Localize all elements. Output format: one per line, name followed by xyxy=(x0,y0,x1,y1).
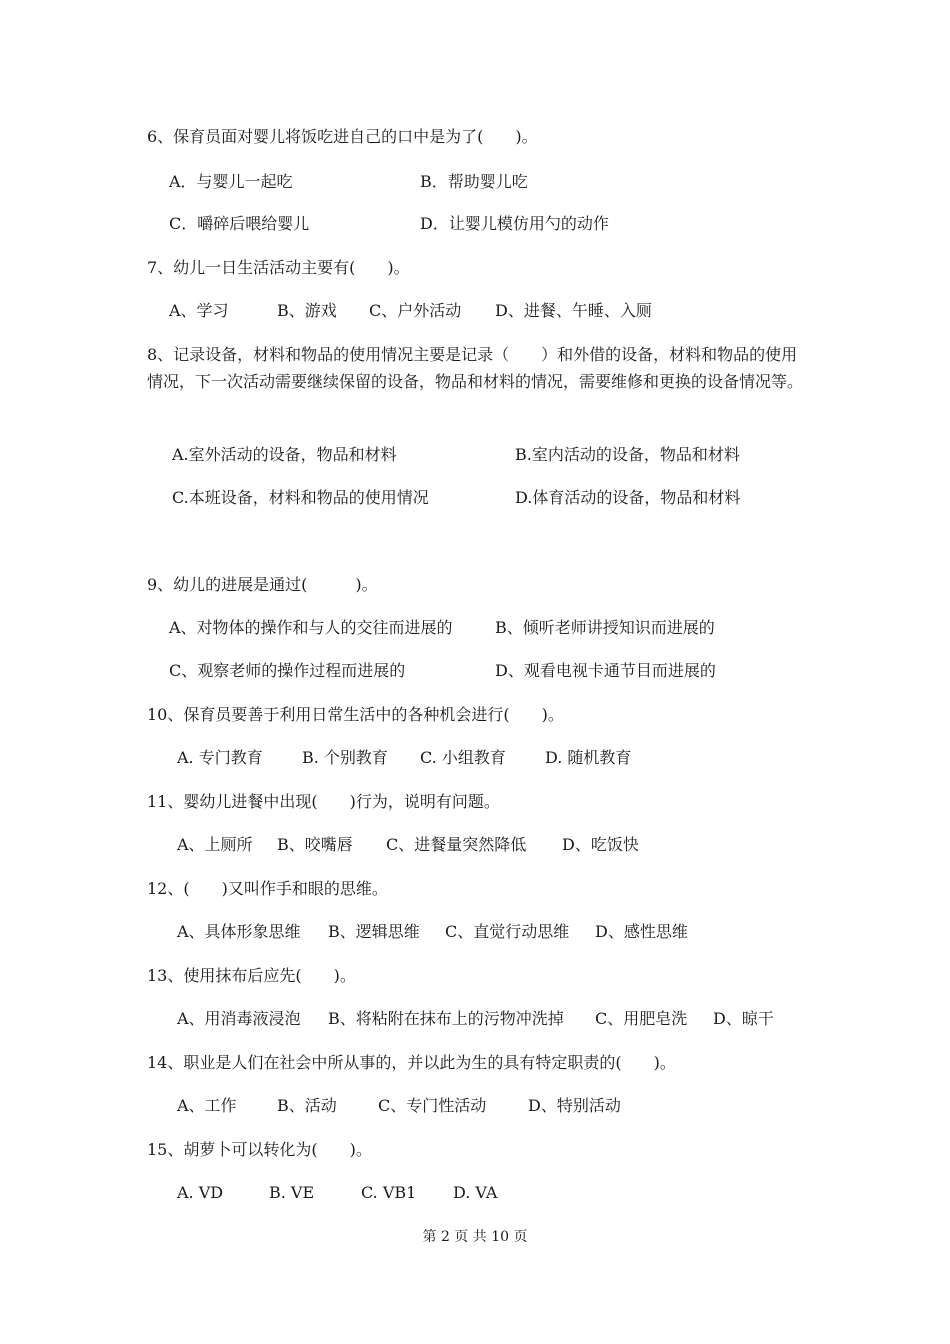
option-c: C、进餐量突然降低 xyxy=(386,835,527,854)
option-d: D、晾干 xyxy=(713,1009,774,1028)
option-c: C、观察老师的操作过程而进展的 xyxy=(169,661,406,680)
option-d: D、观看电视卡通节目而进展的 xyxy=(495,661,716,680)
option-c: C.本班设备，材料和物品的使用情况 xyxy=(172,488,429,507)
option-b: B. VE xyxy=(269,1183,315,1202)
option-c: C. 小组教育 xyxy=(420,748,506,767)
option-d: D.体育活动的设备，物品和材料 xyxy=(515,488,741,507)
option-d: D、感性思维 xyxy=(595,922,688,941)
option-b: B、咬嘴唇 xyxy=(277,835,353,854)
question-6: 6、保育员面对婴儿将饭吃进自己的口中是为了( )。 xyxy=(147,127,538,146)
option-c: C、直觉行动思维 xyxy=(445,922,570,941)
page-footer: 第 2 页 共 10 页 xyxy=(422,1229,528,1245)
option-d: D、特别活动 xyxy=(528,1096,621,1115)
option-c: C．嚼碎后喂给婴儿 xyxy=(169,214,310,233)
option-a: A、上厕所 xyxy=(177,835,253,854)
question-13: 13、使用抹布后应先( )。 xyxy=(147,966,356,985)
option-d: D. VA xyxy=(453,1183,498,1202)
question-8: 8、记录设备，材料和物品的使用情况主要是记录（ ）和外借的设备，材料和物品的使用情况，下一次活动需要继续保留的设备，物品和材料的情况，需要维修和更换的设备情况等。 xyxy=(147,345,804,391)
option-d: D．让婴儿模仿用勺的动作 xyxy=(420,214,609,233)
option-a: A.室外活动的设备，物品和材料 xyxy=(172,445,397,464)
option-c: C、用肥皂洗 xyxy=(595,1009,688,1028)
option-c: C、专门性活动 xyxy=(378,1096,487,1115)
question-12: 12、( )又叫作手和眼的思维。 xyxy=(147,879,388,898)
option-a: A. 专门教育 xyxy=(177,748,263,767)
option-a: A、具体形象思维 xyxy=(177,922,301,941)
option-a: A. VD xyxy=(177,1183,224,1202)
option-b: B. 个别教育 xyxy=(302,748,388,767)
option-b: B、活动 xyxy=(277,1096,337,1115)
option-c: C、户外活动 xyxy=(369,301,462,320)
option-a: A．与婴儿一起吃 xyxy=(169,172,293,191)
question-9: 9、幼儿的进展是通过( )。 xyxy=(147,575,378,594)
option-d: D. 随机教育 xyxy=(545,748,632,767)
option-c: C. VB1 xyxy=(361,1183,417,1202)
question-11: 11、婴幼儿进餐中出现( )行为，说明有问题。 xyxy=(147,792,500,811)
option-a: A、工作 xyxy=(177,1096,237,1115)
option-d: D、吃饭快 xyxy=(562,835,639,854)
question-14: 14、职业是人们在社会中所从事的，并以此为生的具有特定职责的( )。 xyxy=(147,1053,676,1072)
option-b: B、游戏 xyxy=(277,301,337,320)
option-a: A、学习 xyxy=(169,301,229,320)
option-b: B.室内活动的设备，物品和材料 xyxy=(515,445,740,464)
option-a: A、用消毒液浸泡 xyxy=(177,1009,301,1028)
option-d: D、进餐、午睡、入厕 xyxy=(495,301,652,320)
option-b: B、倾听老师讲授知识而进展的 xyxy=(495,618,715,637)
option-b: B、将粘附在抹布上的污物冲洗掉 xyxy=(328,1009,564,1028)
question-15: 15、胡萝卜可以转化为( )。 xyxy=(147,1140,372,1159)
question-10: 10、保育员要善于利用日常生活中的各种机会进行( )。 xyxy=(147,705,564,724)
option-a: A、对物体的操作和与人的交往而进展的 xyxy=(169,618,453,637)
question-7: 7、幼儿一日生活活动主要有( )。 xyxy=(147,258,410,277)
option-b: B、逻辑思维 xyxy=(328,922,420,941)
option-b: B．帮助婴儿吃 xyxy=(420,172,528,191)
